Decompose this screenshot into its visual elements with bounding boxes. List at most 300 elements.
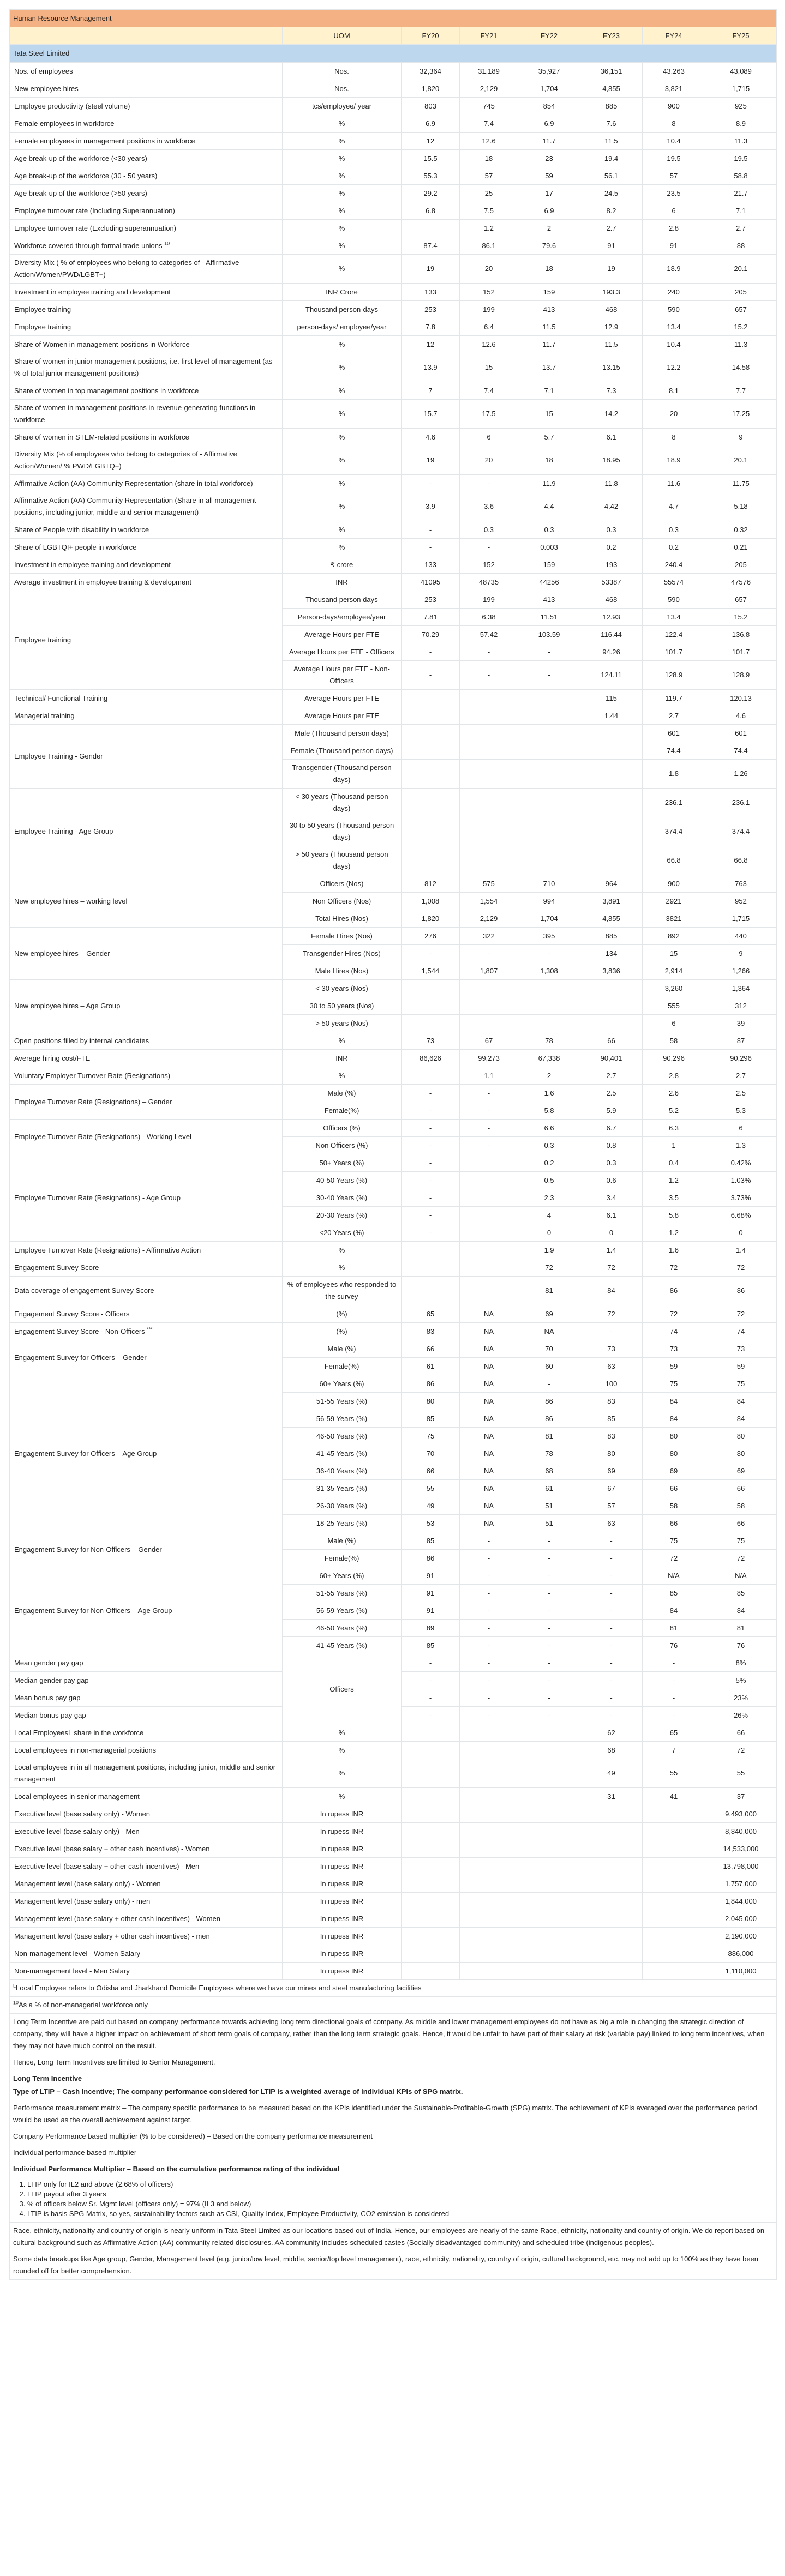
value-cell: 2 [518, 220, 580, 237]
value-cell: 72 [580, 1259, 643, 1277]
company-name: Tata Steel Limited [10, 45, 777, 63]
table-row [10, 1724, 777, 1742]
value-cell: - [518, 1689, 580, 1707]
value-cell: 63 [580, 1358, 643, 1375]
value-cell: 601 [643, 725, 705, 742]
metric-label [10, 1672, 283, 1689]
uom-cell: Total Hires (Nos) [283, 910, 402, 928]
value-cell [460, 1875, 518, 1893]
metric-label [10, 1875, 283, 1893]
metric-label [10, 1788, 283, 1805]
value-cell: - [518, 1532, 580, 1550]
value-cell: 73 [402, 1032, 460, 1050]
value-cell: 3.9 [402, 492, 460, 521]
value-cell: 1,110,000 [705, 1963, 777, 1980]
metric-label-text: Executive level (base salary + other cash incentives) - Men [14, 1862, 200, 1870]
uom-cell: Nos. [283, 80, 402, 98]
col-header-metric [10, 27, 283, 45]
table-row [10, 1532, 777, 1550]
value-cell [580, 817, 643, 846]
value-cell: 68 [580, 1742, 643, 1759]
value-cell: 1,364 [705, 980, 777, 997]
value-cell: 14.58 [705, 353, 777, 382]
value-cell: 5.8 [518, 1102, 580, 1120]
uom-cell: In rupess INR [283, 1875, 402, 1893]
metric-label [10, 220, 283, 237]
value-cell: 66 [705, 1480, 777, 1497]
metric-label-text: Local employees in in all management positions, including junior, middle and senior management [14, 1763, 276, 1783]
value-cell: - [460, 1550, 518, 1567]
value-cell: 116.44 [580, 626, 643, 643]
value-cell: 101.7 [705, 643, 777, 661]
value-cell: 23% [705, 1689, 777, 1707]
value-cell: 13.7 [518, 353, 580, 382]
value-cell: 2.8 [643, 1067, 705, 1085]
uom-cell: 60+ Years (%) [283, 1567, 402, 1585]
value-cell: - [402, 1172, 460, 1189]
value-cell: 75 [705, 1532, 777, 1550]
value-cell: 240.4 [643, 556, 705, 574]
value-cell [580, 1893, 643, 1910]
value-cell: 20.1 [705, 446, 777, 475]
col-header-fy25: FY25 [705, 27, 777, 45]
metric-label-text: Engagement Survey for Officers – Gender [14, 1353, 147, 1362]
value-cell: 2 [518, 1067, 580, 1085]
metric-label [10, 789, 283, 875]
value-cell: - [580, 1672, 643, 1689]
metric-label [10, 1823, 283, 1840]
value-cell [518, 1840, 580, 1858]
value-cell: 205 [705, 556, 777, 574]
uom-cell: Non Officers (Nos) [283, 893, 402, 910]
value-cell [460, 1840, 518, 1858]
value-cell: 13.4 [643, 609, 705, 626]
value-cell: 11.5 [518, 318, 580, 336]
value-cell: 8 [643, 115, 705, 133]
value-cell: 29.2 [402, 185, 460, 202]
metric-label [10, 1567, 283, 1654]
value-cell: 31,189 [460, 63, 518, 80]
value-cell: 18 [518, 255, 580, 284]
value-cell: 86 [402, 1375, 460, 1393]
value-cell: 136.8 [705, 626, 777, 643]
value-cell: NA [518, 1323, 580, 1340]
value-cell: 134 [580, 945, 643, 962]
metric-label [10, 318, 283, 336]
value-cell: 374.4 [643, 817, 705, 846]
hr-table [9, 9, 777, 2280]
value-cell: 58 [705, 1497, 777, 1515]
value-cell [518, 1858, 580, 1875]
value-cell: 67,338 [518, 1050, 580, 1067]
value-cell [518, 742, 580, 760]
value-cell: - [518, 661, 580, 690]
value-cell: 23.5 [643, 185, 705, 202]
value-cell: NA [460, 1393, 518, 1410]
metric-label-text: Investment in employee training and development [14, 560, 171, 569]
value-cell: 55 [705, 1759, 777, 1788]
value-cell [402, 1858, 460, 1875]
table-row [10, 400, 777, 429]
value-cell: 72 [705, 1742, 777, 1759]
value-cell: 590 [643, 301, 705, 318]
value-cell: 66 [580, 1032, 643, 1050]
value-cell [402, 1875, 460, 1893]
value-cell [580, 846, 643, 875]
metric-label [10, 284, 283, 301]
metric-label [10, 1532, 283, 1567]
value-cell: 11.7 [518, 133, 580, 150]
metric-label [10, 556, 283, 574]
value-cell: 90,296 [705, 1050, 777, 1067]
race-note-paragraph: Some data breakups like Age group, Gender, Management level (e.g. junior/low level, middle, senior/top level management), race, ethnicity, nationality, country of origin, cultural background, etc. may not add up to 100% as they have been rounded off for better comprehension. [13, 2255, 759, 2275]
value-cell [518, 1759, 580, 1788]
value-cell: NA [460, 1375, 518, 1393]
uom-cell: % [283, 492, 402, 521]
value-cell [460, 707, 518, 725]
value-cell: 199 [460, 301, 518, 318]
value-cell: 413 [518, 301, 580, 318]
value-cell: 49 [402, 1497, 460, 1515]
value-cell: 76 [643, 1637, 705, 1654]
value-cell: - [518, 1375, 580, 1393]
value-cell: 75 [643, 1532, 705, 1550]
value-cell: 41095 [402, 574, 460, 591]
value-cell [402, 1945, 460, 1963]
value-cell: - [580, 1654, 643, 1672]
value-cell: 44256 [518, 574, 580, 591]
value-cell: 20 [460, 446, 518, 475]
value-cell: 6.8 [402, 202, 460, 220]
value-cell: 0.3 [643, 521, 705, 539]
uom-cell: Officers (Nos) [283, 875, 402, 893]
metric-label-text: Executive level (base salary only) - Men [14, 1827, 140, 1835]
value-cell [402, 760, 460, 789]
value-cell: 83 [580, 1393, 643, 1410]
value-cell: 1,704 [518, 80, 580, 98]
value-cell: 94.26 [580, 643, 643, 661]
value-cell: 85 [580, 1410, 643, 1428]
value-cell: 5.7 [518, 429, 580, 446]
uom-cell: Transgender Hires (Nos) [283, 945, 402, 962]
value-cell: 66 [402, 1462, 460, 1480]
value-cell [460, 817, 518, 846]
uom-cell: Male Hires (Nos) [283, 962, 402, 980]
uom-cell: (%) [283, 1323, 402, 1340]
uom-cell: % [283, 353, 402, 382]
value-cell: 66 [643, 1515, 705, 1532]
uom-cell: In rupess INR [283, 1945, 402, 1963]
value-cell [580, 1963, 643, 1980]
value-cell: 11.6 [643, 475, 705, 492]
value-cell: 10.4 [643, 336, 705, 353]
value-cell: 62 [580, 1724, 643, 1742]
uom-cell: Average Hours per FTE [283, 690, 402, 707]
value-cell [402, 1805, 460, 1823]
value-cell: 101.7 [643, 643, 705, 661]
value-cell: 6.9 [518, 115, 580, 133]
metric-label [10, 475, 283, 492]
value-cell: 84 [580, 1277, 643, 1305]
uom-cell: ₹ crore [283, 556, 402, 574]
table-row [10, 237, 777, 255]
uom-cell: < 30 years (Thousand person days) [283, 789, 402, 817]
uom-cell: In rupess INR [283, 1928, 402, 1945]
value-cell: 1,554 [460, 893, 518, 910]
table-row [10, 336, 777, 353]
table-row [10, 301, 777, 318]
value-cell: 73 [580, 1340, 643, 1358]
table-row [10, 1742, 777, 1759]
table-row [10, 220, 777, 237]
pay-gap-row [10, 1654, 777, 1672]
value-cell: 80 [580, 1445, 643, 1462]
value-cell: 1,008 [402, 893, 460, 910]
value-cell: 7.4 [460, 382, 518, 400]
metric-label-text: New employee hires – Age Group [14, 1001, 121, 1010]
value-cell: 854 [518, 98, 580, 115]
value-cell [643, 1840, 705, 1858]
value-cell: 2,045,000 [705, 1910, 777, 1928]
value-cell: NA [460, 1323, 518, 1340]
col-header-fy20: FY20 [402, 27, 460, 45]
metric-label-text: Employee training [14, 322, 71, 331]
value-cell: N/A [643, 1567, 705, 1585]
value-cell [402, 1067, 460, 1085]
uom-cell: 31-35 Years (%) [283, 1480, 402, 1497]
value-cell: 15 [518, 400, 580, 429]
table-row [10, 353, 777, 382]
value-cell: - [402, 1102, 460, 1120]
value-cell: 31 [580, 1788, 643, 1805]
metric-label [10, 80, 283, 98]
value-cell: 763 [705, 875, 777, 893]
table-row [10, 556, 777, 574]
value-cell: 1,704 [518, 910, 580, 928]
value-cell [402, 1823, 460, 1840]
table-row [10, 115, 777, 133]
value-cell [460, 1154, 518, 1172]
value-cell: 13.15 [580, 353, 643, 382]
uom-cell: Female(%) [283, 1102, 402, 1120]
metric-label-text: Management level (base salary only) - Women [14, 1879, 161, 1888]
value-cell: - [402, 1707, 460, 1724]
metric-label-text: Share of People with disability in workforce [14, 525, 149, 534]
value-cell: 886,000 [705, 1945, 777, 1963]
value-cell: 23 [518, 150, 580, 167]
value-cell: 119.7 [643, 690, 705, 707]
value-cell: 440 [705, 928, 777, 945]
value-cell: 0.5 [518, 1172, 580, 1189]
value-cell: 19.4 [580, 150, 643, 167]
metric-label [10, 202, 283, 220]
value-cell [402, 690, 460, 707]
value-cell: 66 [643, 1480, 705, 1497]
value-cell [460, 1242, 518, 1259]
value-cell [518, 725, 580, 742]
table-row [10, 167, 777, 185]
value-cell: 657 [705, 301, 777, 318]
metric-label-text: Workforce covered through formal trade unions [14, 241, 163, 250]
value-cell: 91 [643, 237, 705, 255]
value-cell: 468 [580, 301, 643, 318]
value-cell: 1.8 [643, 760, 705, 789]
value-cell [460, 789, 518, 817]
value-cell: 6.38 [460, 609, 518, 626]
value-cell: 53 [402, 1515, 460, 1532]
ltip-paragraph: Individual performance based multiplier [13, 2148, 137, 2157]
value-cell: 1,544 [402, 962, 460, 980]
metric-label-text: Affirmative Action (AA) Community Representation (Share in all management positions, including junior, middle and senior management) [14, 496, 256, 516]
value-cell: 3.5 [643, 1189, 705, 1207]
value-cell: 2,129 [460, 910, 518, 928]
value-cell: 66.8 [643, 846, 705, 875]
value-cell: 115 [580, 690, 643, 707]
value-cell: 6.1 [580, 1207, 643, 1224]
value-cell: - [460, 1689, 518, 1707]
metric-label-text: Employee Training - Gender [14, 752, 103, 760]
value-cell: 72 [580, 1305, 643, 1323]
metric-label-text: Executive level (base salary only) - Women [14, 1809, 151, 1818]
value-cell [402, 846, 460, 875]
value-cell: 75 [402, 1428, 460, 1445]
uom-cell: 36-40 Years (%) [283, 1462, 402, 1480]
value-cell: 7.4 [460, 115, 518, 133]
uom-cell: % [283, 400, 402, 429]
metric-label [10, 185, 283, 202]
value-cell: - [518, 1620, 580, 1637]
value-cell: - [402, 1154, 460, 1172]
value-cell: 128.9 [643, 661, 705, 690]
value-cell: 72 [643, 1259, 705, 1277]
value-cell: 7.8 [402, 318, 460, 336]
value-cell: 25 [460, 185, 518, 202]
uom-cell: In rupess INR [283, 1910, 402, 1928]
metric-label-text: Management level (base salary + other cash incentives) - men [14, 1931, 210, 1940]
value-cell: 3821 [643, 910, 705, 928]
table-row [10, 1945, 777, 1963]
value-cell: 1,820 [402, 910, 460, 928]
metric-label [10, 1375, 283, 1532]
value-cell: 3,891 [580, 893, 643, 910]
value-cell: - [402, 1189, 460, 1207]
metric-label [10, 1032, 283, 1050]
value-cell: 89 [402, 1620, 460, 1637]
uom-cell: 51-55 Years (%) [283, 1585, 402, 1602]
value-cell: 68 [518, 1462, 580, 1480]
value-cell [643, 1858, 705, 1875]
race-note-paragraph: Race, ethnicity, nationality and country of origin is nearly uniform in Tata Steel Limited as our locations based out of India. Hence, our employees are nearly of the same Race, ethnicity, nationality and country of origin. We do report based on cultural background such as Affirmative Action (AA) community related disclosures. AA community includes scheduled castes (Socially disadvantaged community) and scheduled tribe (indigenous peoples). [13, 2226, 765, 2247]
value-cell: 2.7 [580, 1067, 643, 1085]
value-cell: 7.5 [460, 202, 518, 220]
value-cell: NA [460, 1445, 518, 1462]
value-cell [580, 1910, 643, 1928]
value-cell: 8.9 [705, 115, 777, 133]
table-row [10, 80, 777, 98]
metric-label [10, 1707, 283, 1724]
value-cell: 18.9 [643, 446, 705, 475]
value-cell: - [518, 1707, 580, 1724]
value-cell: 90,296 [643, 1050, 705, 1067]
value-cell: NA [460, 1515, 518, 1532]
col-header-fy21: FY21 [460, 27, 518, 45]
uom-cell: In rupess INR [283, 1840, 402, 1858]
uom-cell: Male (%) [283, 1532, 402, 1550]
value-cell [460, 1963, 518, 1980]
value-cell: 4.42 [580, 492, 643, 521]
value-cell: NA [460, 1480, 518, 1497]
value-cell: - [402, 1120, 460, 1137]
value-cell [402, 1759, 460, 1788]
ltip-paragraph: Type of LTIP – Cash Incentive; The company performance considered for LTIP is a weighted average of individual KPIs of SPG matrix. [13, 2087, 463, 2096]
uom-cell: Nos. [283, 63, 402, 80]
metric-label-text: Technical/ Functional Training [14, 694, 108, 702]
value-cell: 81 [518, 1428, 580, 1445]
value-cell: 0.8 [580, 1137, 643, 1154]
metric-label-text: Employee training [14, 305, 71, 314]
uom-cell: % [283, 202, 402, 220]
value-cell: 72 [643, 1305, 705, 1323]
value-cell [580, 1858, 643, 1875]
uom-cell: % [283, 382, 402, 400]
ltip-list-item: 3. % of officers below Sr. Mgmt level (officers only) = 97% (IL3 and below) [27, 2199, 773, 2209]
race-note [10, 2223, 777, 2280]
value-cell: 575 [460, 875, 518, 893]
value-cell [518, 1724, 580, 1742]
table-row [10, 429, 777, 446]
table-row [10, 1567, 777, 1585]
value-cell: 4.6 [705, 707, 777, 725]
uom-cell: % [283, 475, 402, 492]
value-cell [460, 1823, 518, 1840]
col-header-fy24: FY24 [643, 27, 705, 45]
value-cell [580, 1928, 643, 1945]
value-cell: 1,715 [705, 910, 777, 928]
metric-label-text: Local EmployeesL share in the workforce [14, 1728, 144, 1737]
ltip-note [10, 2014, 777, 2223]
value-cell: 53387 [580, 574, 643, 591]
table-row [10, 133, 777, 150]
value-cell: 66 [705, 1724, 777, 1742]
value-cell: 59 [518, 167, 580, 185]
metric-label-text: Age break-up of the workforce (>50 years) [14, 189, 147, 197]
value-cell [580, 742, 643, 760]
uom-cell: % [283, 1259, 402, 1277]
value-cell: 952 [705, 893, 777, 910]
value-cell: - [460, 661, 518, 690]
value-cell: 20 [460, 255, 518, 284]
ltip-paragraph: Long Term Incentive [13, 2074, 82, 2083]
value-cell: 2.5 [580, 1085, 643, 1102]
value-cell [402, 980, 460, 997]
value-cell: - [460, 1567, 518, 1585]
value-cell: 8 [643, 429, 705, 446]
table-row [10, 98, 777, 115]
value-cell: 36,151 [580, 63, 643, 80]
value-cell: 900 [643, 875, 705, 893]
value-cell: - [460, 1602, 518, 1620]
value-cell: 657 [705, 591, 777, 609]
metric-label-text: New employee hires – Gender [14, 949, 110, 958]
value-cell: 75 [705, 1375, 777, 1393]
metric-label [10, 301, 283, 318]
uom-cell: % [283, 220, 402, 237]
value-cell: 15.7 [402, 400, 460, 429]
table-row [10, 63, 777, 80]
value-cell: - [460, 1120, 518, 1137]
uom-cell: 20-30 Years (%) [283, 1207, 402, 1224]
value-cell [518, 997, 580, 1015]
